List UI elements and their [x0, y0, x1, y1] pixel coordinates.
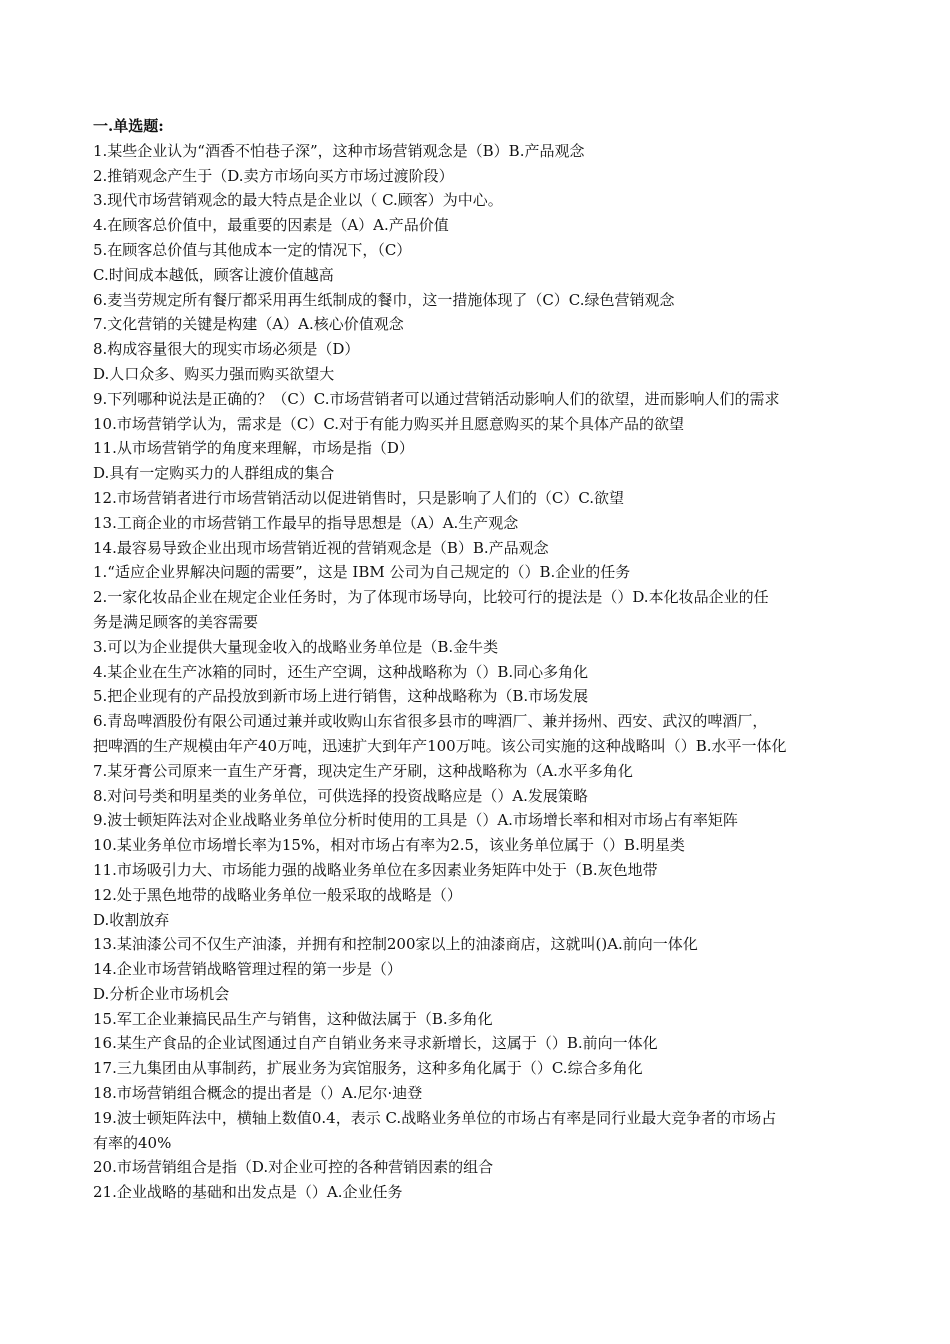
- question-continuation: 务是满足顾客的美容需要: [93, 612, 259, 631]
- answer-line: C.时间成本越低，顾客让渡价值越高: [93, 265, 334, 284]
- question-line: 1.某些企业认为“酒香不怕巷子深”，这种市场营销观念是（B）B.产品观念: [93, 141, 585, 160]
- answer-line: D.具有一定购买力的人群组成的集合: [93, 464, 335, 483]
- document-page: [93, 114, 863, 1205]
- question-line: 2.推销观念产生于（D.卖方市场向买方市场过渡阶段）: [93, 166, 454, 185]
- question-line: 4.在顾客总价值中，最重要的因素是（A）A.产品价值: [93, 216, 449, 235]
- section-heading: 一.单选题:: [93, 117, 164, 135]
- question-line: 12.处于黑色地带的战略业务单位一般采取的战略是（）: [93, 885, 462, 904]
- answer-line: D.人口众多、购买力强而购买欲望大: [93, 364, 335, 383]
- question-line: 2.一家化妆品企业在规定企业任务时，为了体现市场导向，比较可行的提法是（）D.本化妆品企业的任: [93, 588, 769, 607]
- question-line: 4.某企业在生产冰箱的同时，还生产空调，这种战略称为（）B.同心多角化: [93, 662, 589, 681]
- question-line: 13.某油漆公司不仅生产油漆，并拥有和控制200家以上的油漆商店，这就叫()A.前向一体化: [93, 935, 698, 954]
- question-line: 7.文化营销的关键是构建（A）A.核心价值观念: [93, 315, 404, 334]
- question-line: 16.某生产食品的企业试图通过自产自销业务来寻求新增长，这属于（）B.前向一体化: [93, 1034, 658, 1053]
- question-line: 3.现代市场营销观念的最大特点是企业以（ C.顾客）为中心。: [93, 191, 503, 210]
- question-line: 10.市场营销学认为，需求是（C）C.对于有能力购买并且愿意购买的某个具体产品的欲望: [93, 414, 685, 433]
- question-line: 5.把企业现有的产品投放到新市场上进行销售，这种战略称为（B.市场发展: [93, 687, 589, 706]
- question-line: 3.可以为企业提供大量现金收入的战略业务单位是（B.金牛类: [93, 637, 499, 656]
- question-continuation: 把啤酒的生产规模由年产40万吨，迅速扩大到年产100万吨。该公司实施的这种战略叫（）B.水平一体化: [93, 736, 787, 755]
- question-line: 11.市场吸引力大、市场能力强的战略业务单位在多因素业务矩阵中处于（B.灰色地带: [93, 860, 658, 879]
- question-line: 9.下列哪种说法是正确的？（C）C.市场营销者可以通过营销活动影响人们的欲望，进而影响人们的需求: [93, 389, 780, 408]
- question-line: 10.某业务单位市场增长率为15%，相对市场占有率为2.5，该业务单位属于（）B.明星类: [93, 836, 685, 855]
- question-line: 12.市场营销者进行市场营销活动以促进销售时，只是影响了人们的（C）C.欲望: [93, 488, 625, 507]
- question-line: 15.军工企业兼搞民品生产与销售，这种做法属于（B.多角化: [93, 1009, 493, 1028]
- question-line: 14.企业市场营销战略管理过程的第一步是（）: [93, 960, 402, 979]
- question-line: 1.“适应企业界解决问题的需要”，这是 IBM 公司为自己规定的（）B.企业的任务: [93, 563, 631, 582]
- question-line: 13.工商企业的市场营销工作最早的指导思想是（A）A.生产观念: [93, 513, 519, 532]
- question-line: 20.市场营销组合是指（D.对企业可控的各种营销因素的组合: [93, 1158, 494, 1177]
- question-line: 6.青岛啤酒股份有限公司通过兼并或收购山东省很多县市的啤酒厂、兼并扬州、西安、武汉的啤酒厂，: [93, 712, 768, 731]
- question-line: 7.某牙膏公司原来一直生产牙膏，现决定生产牙刷，这种战略称为（A.水平多角化: [93, 761, 633, 780]
- question-line: 5.在顾客总价值与其他成本一定的情况下，（C）: [93, 240, 412, 259]
- question-line: 17.三九集团由从事制药，扩展业务为宾馆服务，这种多角化属于（）C.综合多角化: [93, 1059, 643, 1078]
- question-line: 21.企业战略的基础和出发点是（）A.企业任务: [93, 1183, 403, 1202]
- answer-line: D.收割放弃: [93, 910, 170, 929]
- question-line: 19.波士顿矩阵法中，横轴上数值0.4，表示 C.战略业务单位的市场占有率是同行业最大竞争者的市场占: [93, 1108, 777, 1127]
- question-line: 18.市场营销组合概念的提出者是（）A.尼尔·迪登: [93, 1084, 423, 1103]
- question-line: 14.最容易导致企业出现市场营销近视的营销观念是（B）B.产品观念: [93, 538, 549, 557]
- question-line: 8.构成容量很大的现实市场必须是（D）: [93, 340, 360, 359]
- question-line: 6.麦当劳规定所有餐厅都采用再生纸制成的餐巾，这一措施体现了（C）C.绿色营销观念: [93, 290, 675, 309]
- question-line: 9.波士顿矩阵法对企业战略业务单位分析时使用的工具是（）A.市场增长率和相对市场占有率矩阵: [93, 811, 738, 830]
- question-continuation: 有率的40%: [93, 1133, 172, 1152]
- answer-line: D.分析企业市场机会: [93, 984, 230, 1003]
- question-line: 8.对问号类和明星类的业务单位，可供选择的投资战略应是（）A.发展策略: [93, 786, 588, 805]
- question-line: 11.从市场营销学的角度来理解，市场是指（D）: [93, 439, 414, 458]
